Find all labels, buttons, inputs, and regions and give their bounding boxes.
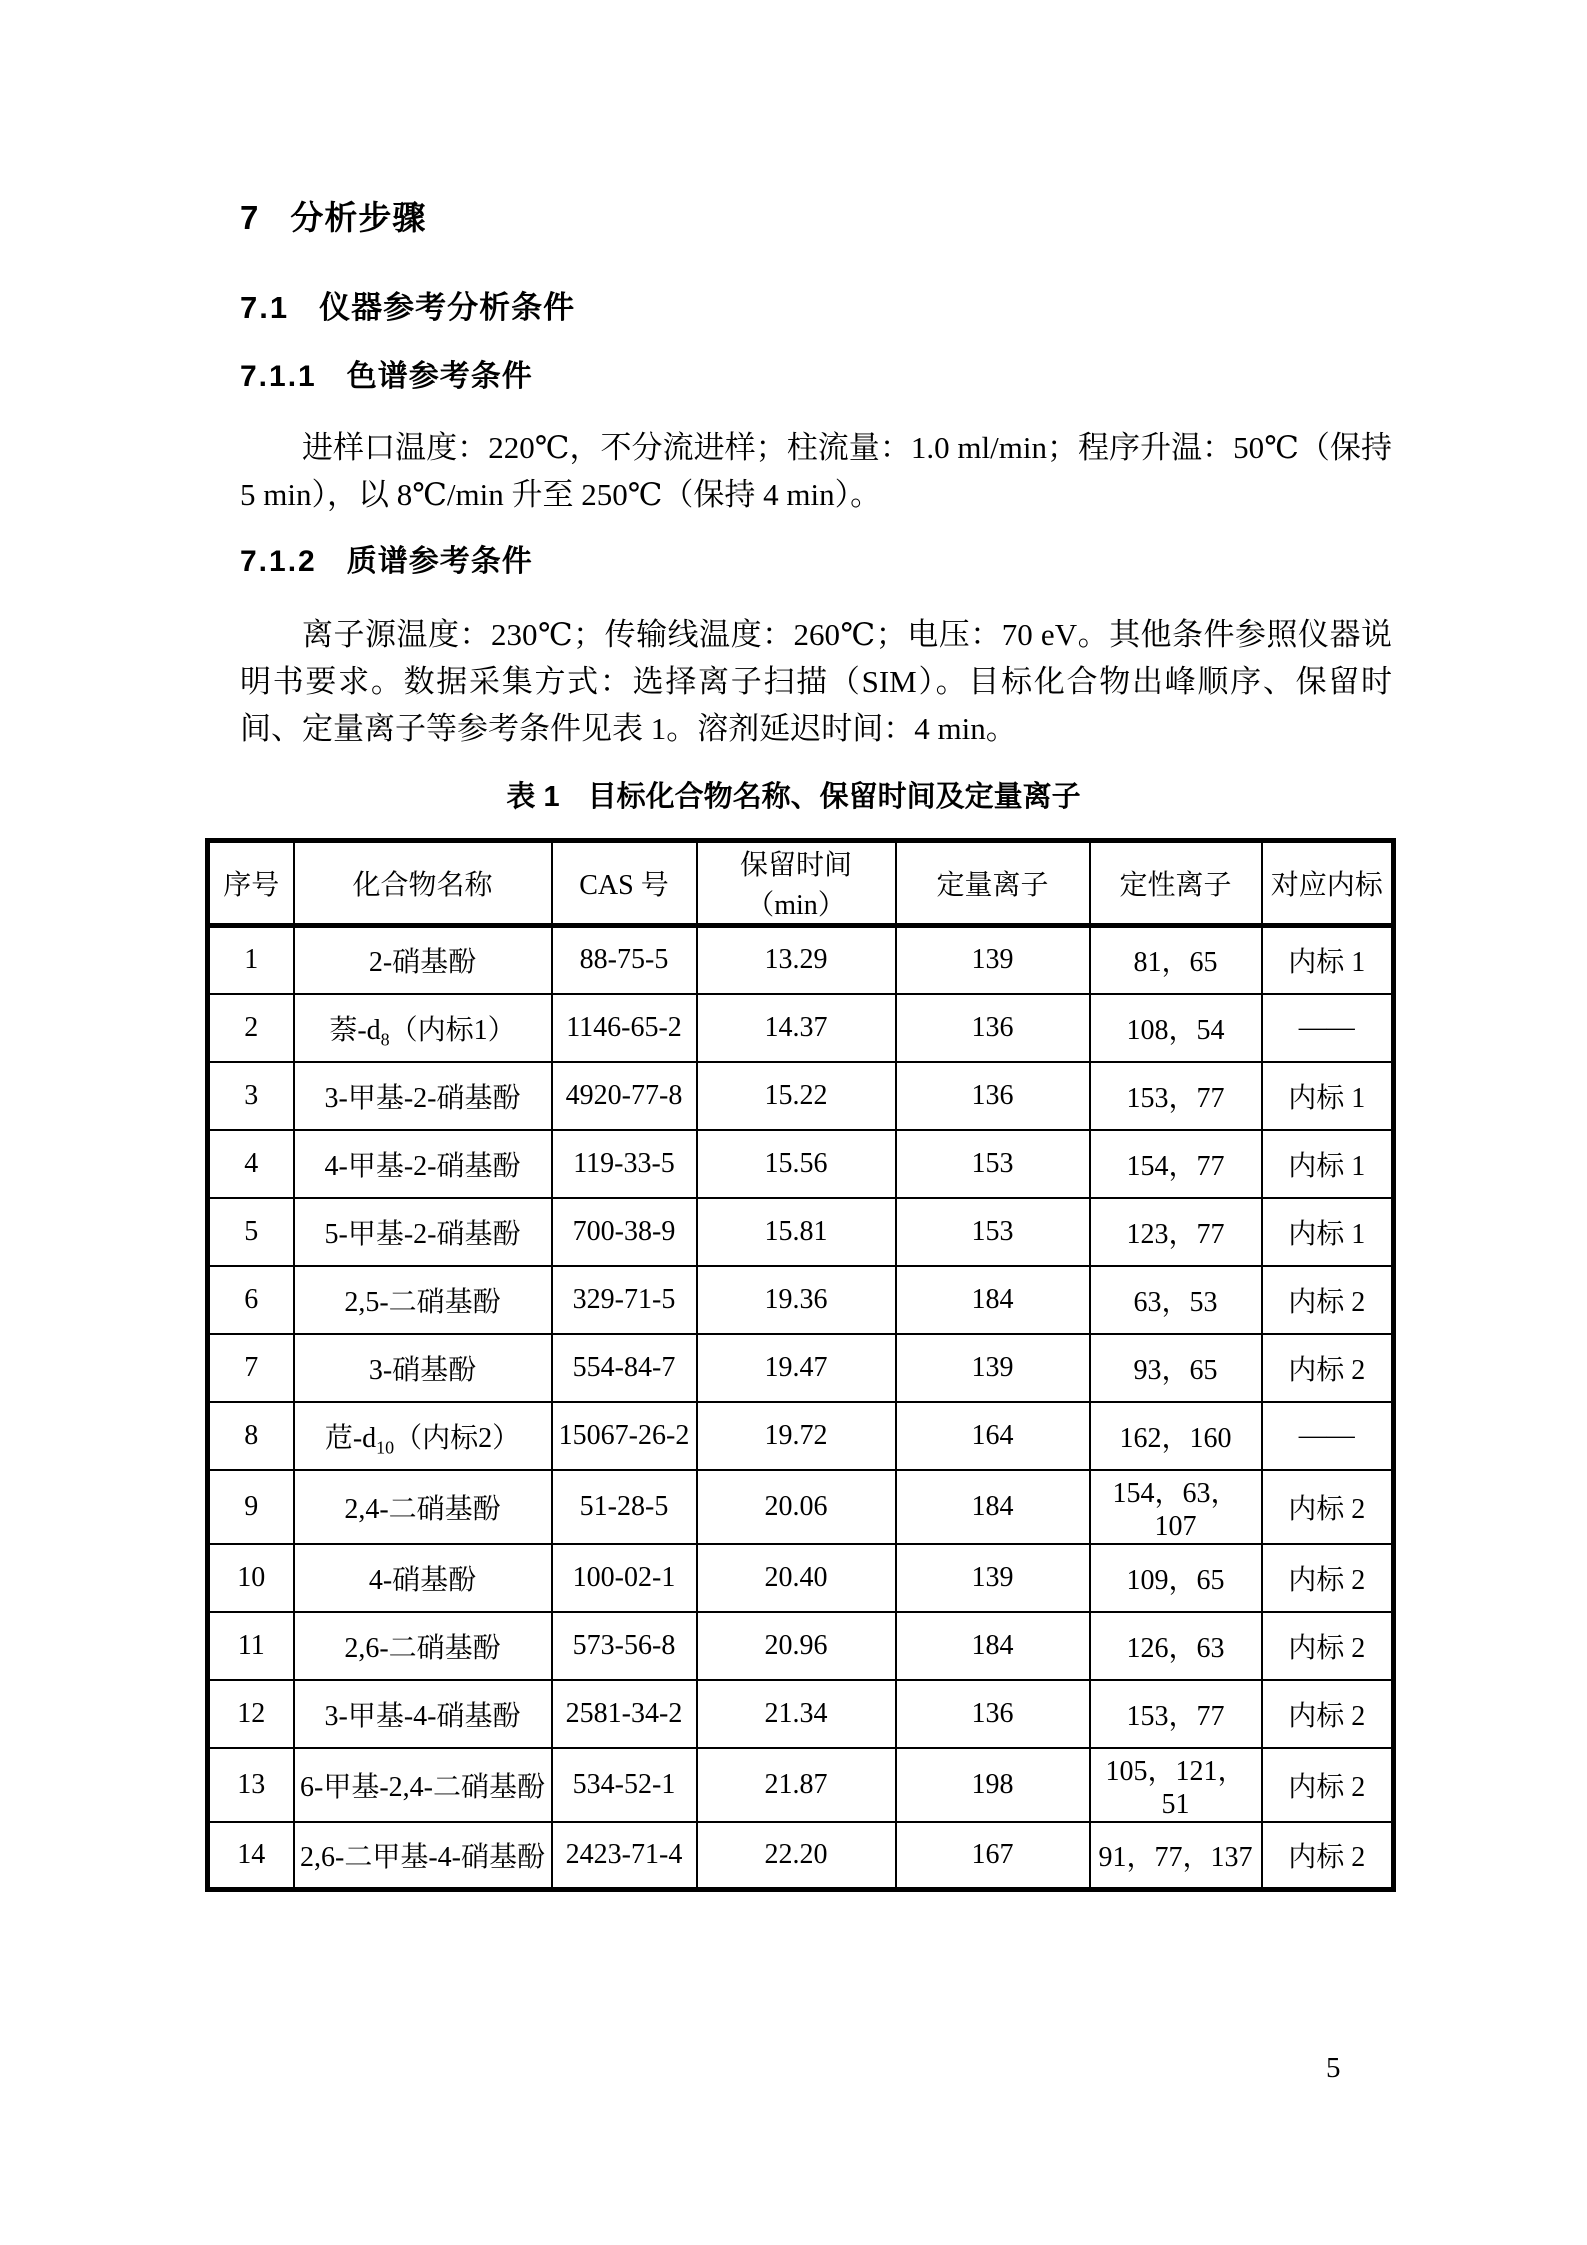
- cell-qual-ions: 108，54: [1090, 994, 1262, 1062]
- cell-quant-ion: 164: [896, 1402, 1090, 1470]
- cell-compound: 3-甲基-4-硝基酚: [294, 1680, 552, 1748]
- target-compound-table: [205, 838, 1396, 1892]
- cell-compound: 4-硝基酚: [294, 1544, 552, 1612]
- cell-cas: 329-71-5: [552, 1266, 697, 1334]
- cell-internal-standard: 内标 2: [1262, 1334, 1394, 1402]
- table-row: [208, 1748, 1394, 1822]
- section-heading-7-1-2: [240, 542, 533, 582]
- header-retention-time: 保留时间（min）: [697, 841, 896, 926]
- cell-no: 9: [208, 1470, 294, 1544]
- cell-quant-ion: 184: [896, 1470, 1090, 1544]
- cell-internal-standard: ——: [1262, 1402, 1394, 1470]
- cell-qual-ions: 154，63，107: [1090, 1470, 1262, 1544]
- cell-internal-standard: 内标 1: [1262, 1130, 1394, 1198]
- cell-qual-ions: 81，65: [1090, 926, 1262, 994]
- cell-internal-standard: 内标 2: [1262, 1612, 1394, 1680]
- cell-compound: 6-甲基-2,4-二硝基酚: [294, 1748, 552, 1822]
- cell-internal-standard: 内标 2: [1262, 1680, 1394, 1748]
- table-row: [208, 1198, 1394, 1266]
- cell-retention-time: 13.29: [697, 926, 896, 994]
- cell-compound: 3-甲基-2-硝基酚: [294, 1062, 552, 1130]
- cell-no: 10: [208, 1544, 294, 1612]
- section-number: 7.1: [240, 290, 290, 325]
- table-row: [208, 1612, 1394, 1680]
- table-row: [208, 1266, 1394, 1334]
- cell-compound: 2-硝基酚: [294, 926, 552, 994]
- cell-no: 14: [208, 1822, 294, 1890]
- cell-retention-time: 15.56: [697, 1130, 896, 1198]
- cell-compound: 5-甲基-2-硝基酚: [294, 1198, 552, 1266]
- cell-cas: 1146-65-2: [552, 994, 697, 1062]
- cell-quant-ion: 153: [896, 1198, 1090, 1266]
- cell-no: 11: [208, 1612, 294, 1680]
- cell-compound: 3-硝基酚: [294, 1334, 552, 1402]
- cell-qual-ions: 123，77: [1090, 1198, 1262, 1266]
- cell-internal-standard: 内标 1: [1262, 1198, 1394, 1266]
- table-caption-label: 表 1: [506, 781, 560, 813]
- cell-internal-standard: 内标 2: [1262, 1470, 1394, 1544]
- cell-internal-standard: 内标 2: [1262, 1748, 1394, 1822]
- cell-retention-time: 21.34: [697, 1680, 896, 1748]
- cell-cas: 573-56-8: [552, 1612, 697, 1680]
- table-row: [208, 1822, 1394, 1890]
- cell-cas: 119-33-5: [552, 1130, 697, 1198]
- cell-no: 5: [208, 1198, 294, 1266]
- cell-cas: 2423-71-4: [552, 1822, 697, 1890]
- table-container: [205, 838, 1396, 1892]
- cell-qual-ions: 153，77: [1090, 1062, 1262, 1130]
- section-title: 色谱参考条件: [346, 360, 533, 393]
- cell-cas: 554-84-7: [552, 1334, 697, 1402]
- cell-no: 6: [208, 1266, 294, 1334]
- cell-retention-time: 20.40: [697, 1544, 896, 1612]
- cell-quant-ion: 136: [896, 994, 1090, 1062]
- cell-qual-ions: 91，77，137: [1090, 1822, 1262, 1890]
- cell-retention-time: 22.20: [697, 1822, 896, 1890]
- cell-compound: 萘$-d_8$（内标1）: [294, 994, 552, 1062]
- cell-retention-time: 15.81: [697, 1198, 896, 1266]
- section-number: 7.1.2: [240, 545, 317, 578]
- cell-internal-standard: 内标 1: [1262, 926, 1394, 994]
- cell-quant-ion: 198: [896, 1748, 1090, 1822]
- section-heading-7: [240, 198, 426, 238]
- section-title: 质谱参考条件: [346, 545, 533, 578]
- header-no: 序号: [208, 841, 294, 926]
- table-row: [208, 1062, 1394, 1130]
- cell-cas: 534-52-1: [552, 1748, 697, 1822]
- header-qual-ions: 定性离子: [1090, 841, 1262, 926]
- cell-cas: 51-28-5: [552, 1470, 697, 1544]
- table-row: [208, 1130, 1394, 1198]
- cell-cas: 2581-34-2: [552, 1680, 697, 1748]
- section-heading-7-1-1: [240, 357, 533, 397]
- table-row: [208, 926, 1394, 994]
- cell-retention-time: 21.87: [697, 1748, 896, 1822]
- cell-no: 7: [208, 1334, 294, 1402]
- section-number: 7: [240, 199, 261, 236]
- cell-internal-standard: 内标 1: [1262, 1062, 1394, 1130]
- cell-compound: 苊$-d_{10}$（内标2）: [294, 1402, 552, 1470]
- table-row: [208, 1402, 1394, 1470]
- header-compound: 化合物名称: [294, 841, 552, 926]
- cell-quant-ion: 139: [896, 926, 1090, 994]
- cell-quant-ion: 184: [896, 1612, 1090, 1680]
- section-title: 仪器参考分析条件: [319, 290, 576, 325]
- cell-no: 2: [208, 994, 294, 1062]
- cell-internal-standard: 内标 2: [1262, 1544, 1394, 1612]
- cell-retention-time: 20.06: [697, 1470, 896, 1544]
- section-number: 7.1.1: [240, 360, 317, 393]
- cell-no: 8: [208, 1402, 294, 1470]
- cell-no: 12: [208, 1680, 294, 1748]
- table-head: [208, 841, 1394, 926]
- cell-internal-standard: 内标 2: [1262, 1266, 1394, 1334]
- table-header-row: [208, 841, 1394, 926]
- cell-quant-ion: 139: [896, 1334, 1090, 1402]
- cell-quant-ion: 153: [896, 1130, 1090, 1198]
- cell-compound: 2,6-二甲基-4-硝基酚: [294, 1822, 552, 1890]
- cell-cas: 700-38-9: [552, 1198, 697, 1266]
- cell-no: 13: [208, 1748, 294, 1822]
- table-row: [208, 1470, 1394, 1544]
- cell-internal-standard: 内标 2: [1262, 1822, 1394, 1890]
- page-number: 5: [1326, 2052, 1341, 2084]
- table-row: [208, 1680, 1394, 1748]
- cell-qual-ions: 105，121，51: [1090, 1748, 1262, 1822]
- cell-retention-time: 20.96: [697, 1612, 896, 1680]
- cell-retention-time: 15.22: [697, 1062, 896, 1130]
- cell-no: 4: [208, 1130, 294, 1198]
- cell-internal-standard: ——: [1262, 994, 1394, 1062]
- cell-retention-time: 19.72: [697, 1402, 896, 1470]
- cell-quant-ion: 136: [896, 1062, 1090, 1130]
- table-row: [208, 1334, 1394, 1402]
- cell-qual-ions: 153，77: [1090, 1680, 1262, 1748]
- cell-qual-ions: 126，63: [1090, 1612, 1262, 1680]
- cell-cas: 88-75-5: [552, 926, 697, 994]
- cell-qual-ions: 154，77: [1090, 1130, 1262, 1198]
- cell-quant-ion: 184: [896, 1266, 1090, 1334]
- header-internal-standard: 对应内标: [1262, 841, 1394, 926]
- header-quant-ion: 定量离子: [896, 841, 1090, 926]
- cell-cas: 15067-26-2: [552, 1402, 697, 1470]
- section-heading-7-1: [240, 288, 575, 328]
- paragraph-mass-spec-conditions: 离子源温度：230℃；传输线温度：260℃；电压：70 eV。其他条件参照仪器说明书要求。数据采集方式：选择离子扫描（SIM）。目标化合物出峰顺序、保留时间、定量离子等参考条件见表 1。溶剂延迟时间：4 min。: [240, 617, 1392, 746]
- cell-no: 3: [208, 1062, 294, 1130]
- cell-compound: 2,4-二硝基酚: [294, 1470, 552, 1544]
- cell-no: 1: [208, 926, 294, 994]
- table-body: [208, 926, 1394, 1890]
- table-row: [208, 1544, 1394, 1612]
- cell-retention-time: 19.36: [697, 1266, 896, 1334]
- cell-quant-ion: 139: [896, 1544, 1090, 1612]
- cell-quant-ion: 167: [896, 1822, 1090, 1890]
- cell-cas: 100-02-1: [552, 1544, 697, 1612]
- cell-qual-ions: 162，160: [1090, 1402, 1262, 1470]
- cell-quant-ion: 136: [896, 1680, 1090, 1748]
- header-cas: CAS 号: [552, 841, 697, 926]
- cell-compound: 4-甲基-2-硝基酚: [294, 1130, 552, 1198]
- cell-retention-time: 14.37: [697, 994, 896, 1062]
- table-caption-text: 目标化合物名称、保留时间及定量离子: [587, 781, 1081, 813]
- cell-qual-ions: 93，65: [1090, 1334, 1262, 1402]
- cell-compound: 2,5-二硝基酚: [294, 1266, 552, 1334]
- cell-retention-time: 19.47: [697, 1334, 896, 1402]
- cell-qual-ions: 109，65: [1090, 1544, 1262, 1612]
- table-row: [208, 994, 1394, 1062]
- cell-cas: 4920-77-8: [552, 1062, 697, 1130]
- section-title: 分析步骤: [290, 199, 427, 236]
- table-caption: [0, 777, 1587, 817]
- cell-compound: 2,6-二硝基酚: [294, 1612, 552, 1680]
- paragraph-chromatography-conditions: 进样口温度：220℃，不分流进样；柱流量：1.0 ml/min；程序升温：50℃（保持 5 min），以 8℃/min 升至 250℃（保持 4 min）。: [240, 430, 1392, 512]
- cell-qual-ions: 63，53: [1090, 1266, 1262, 1334]
